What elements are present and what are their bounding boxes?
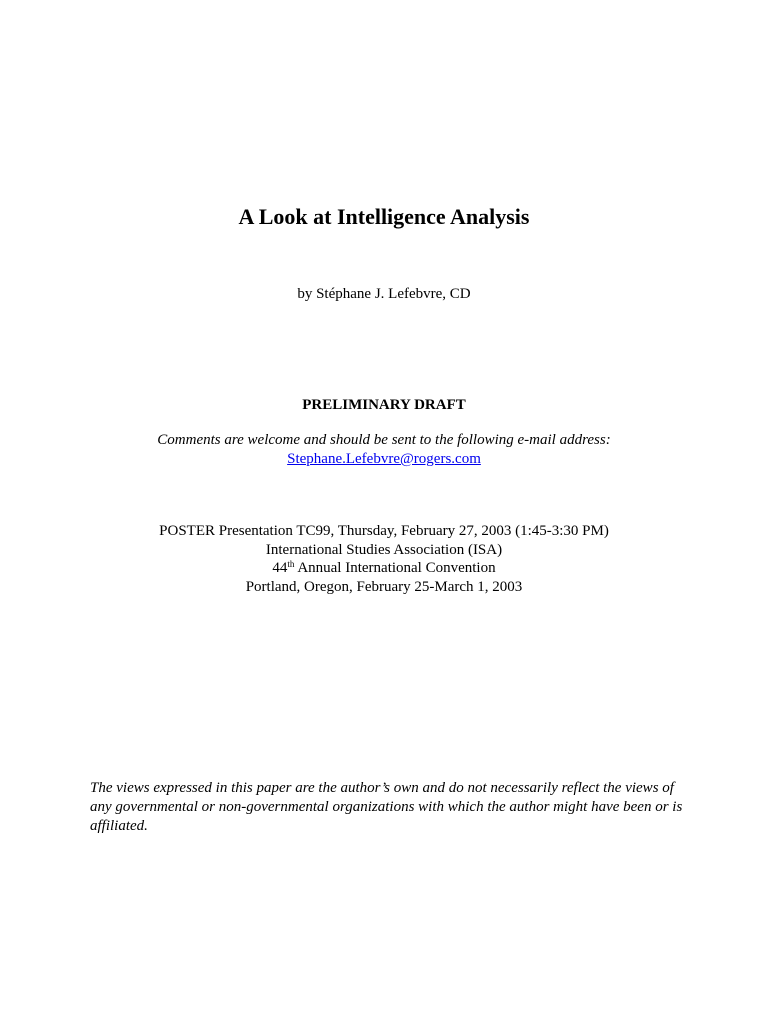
event-location-line: Portland, Oregon, February 25-March 1, 2003: [245, 578, 523, 595]
comments-note: Comments are welcome and should be sent to the following e-mail address:: [157, 432, 611, 448]
event-details: [0, 522, 768, 596]
author-byline: by Stéphane J. Lefebvre, CD: [297, 286, 471, 302]
draft-label: PRELIMINARY DRAFT: [302, 397, 466, 413]
ordinal-suffix: th: [287, 559, 295, 569]
convention-number: 44: [272, 560, 288, 576]
event-association-line: International Studies Association (ISA): [265, 541, 503, 558]
comments-block: [0, 431, 768, 469]
document-title: A Look at Intelligence Analysis: [238, 204, 530, 229]
event-convention-line: [0, 559, 768, 578]
event-presentation-line: POSTER Presentation TC99, Thursday, February 27, 2003 (1:45-3:30 PM): [159, 523, 609, 539]
disclaimer-paragraph: The views expressed in this paper are the author’s own and do not necessarily reflect the views of any governmental or non-governmental organizations with which the author might have been or is affiliated.: [90, 780, 683, 834]
convention-name: Annual International Convention: [294, 560, 496, 576]
email-link[interactable]: Stephane.Lefebvre@rogers.com: [287, 451, 481, 467]
